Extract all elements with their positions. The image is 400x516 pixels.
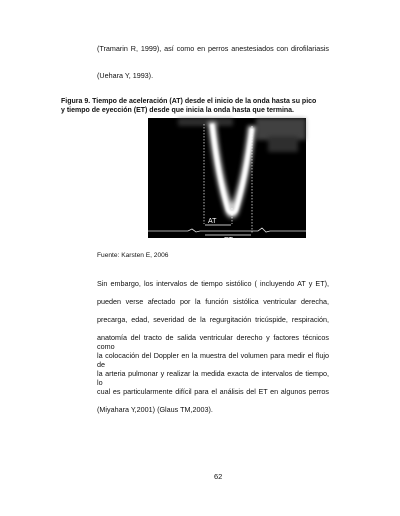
paragraph-line: (Tramarin R, 1999), así como en perros anestesiados con dirofilariasis	[97, 44, 329, 53]
figure-source: Fuente: Karsten E, 2006	[97, 252, 169, 259]
doppler-waveform-image	[148, 118, 306, 244]
paragraph-line: la arteria pulmonar y realizar la medida exacta de intervalos de tiempo, lo	[97, 369, 329, 387]
paragraph-line: Sin embargo, los intervalos de tiempo sistólico ( incluyendo AT y ET),	[97, 279, 329, 288]
figure-caption: Figura 9. Tiempo de aceleración (AT) desde el inicio de la onda hasta su pico	[61, 98, 317, 105]
et-label: ET	[224, 237, 233, 244]
paragraph-line: anatomía del tracto de salida ventricular derecho y factores técnicos como	[97, 333, 329, 351]
doppler-figure	[148, 118, 306, 244]
page-number: 62	[214, 472, 223, 481]
at-label: AT	[208, 218, 217, 225]
paragraph-line: cual es particularmente difícil para el análisis del ET en algunos perros	[97, 387, 329, 396]
paragraph-line: (Miyahara Y,2001) (Glaus TM,2003).	[97, 405, 213, 414]
paragraph-line: (Uehara Y, 1993).	[97, 71, 154, 80]
figure-caption: y tiempo de eyección (ET) desde que inicia la onda hasta que termina.	[61, 107, 295, 114]
paragraph-line: pueden verse afectado por la función sistólica ventricular derecha,	[97, 297, 329, 306]
paragraph-line: la colocación del Doppler en la muestra del volumen para medir el flujo de	[97, 351, 329, 369]
paragraph-line: precarga, edad, severidad de la regurgitación tricúspide, respiración,	[97, 315, 329, 324]
